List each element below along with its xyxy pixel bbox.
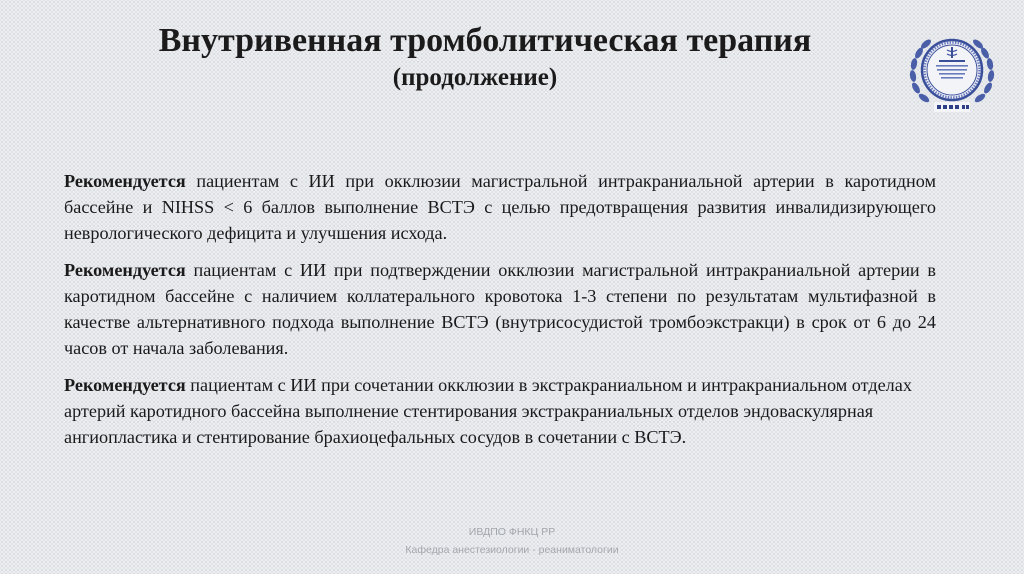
slide-title: Внутривенная тромболитическая терапия	[158, 22, 812, 59]
recommendation-body: пациентам с ИИ при окклюзии магистральной интракраниальной артерии в каротидном бассейне и NIHSS < 6 баллов выполнение ВСТЭ с целью предотвращения развития инвалидизирующего неврологического дефицита и улучшения исхода.	[64, 171, 936, 243]
recommendation-body: пациентам с ИИ при сочетании окклюзии в экстракраниальном и интракраниальном отделах артерий каротидного бассейна выполнение стентирования экстракраниальных отделов эндоваскулярная ангиопластика и стентирование брахиоцефальных сосудов в сочетании с ВСТЭ.	[64, 375, 912, 447]
recommendation-paragraph-1	[64, 168, 936, 246]
title-block	[0, 20, 940, 94]
recommendation-body: пациентам с ИИ при подтверждении окклюзии магистральной интракраниальной артерии в каротидном бассейне с наличием коллатерального кровотока 1-3 степени по результатам мультифазной в качестве альтернативного подхода выполнение ВСТЭ (внутрисосудистой тромбоэкстракци) в срок от 6 до 24 часов от начала заболевания.	[64, 260, 936, 358]
fnkc-rr-seal-icon	[906, 28, 998, 116]
footer-institute: ИВДПО ФНКЦ РР	[468, 526, 556, 538]
recommendation-lead: Рекомендуется	[64, 260, 186, 280]
footer-department: Кафедра анестезиологии - реаниматологии	[405, 544, 619, 556]
recommendation-lead: Рекомендуется	[64, 375, 186, 395]
slide-subtitle: (продолжение)	[392, 64, 558, 91]
recommendation-lead: Рекомендуется	[64, 171, 186, 191]
recommendations-text	[64, 168, 936, 461]
recommendation-paragraph-3	[64, 372, 936, 450]
recommendation-paragraph-2	[64, 257, 936, 361]
